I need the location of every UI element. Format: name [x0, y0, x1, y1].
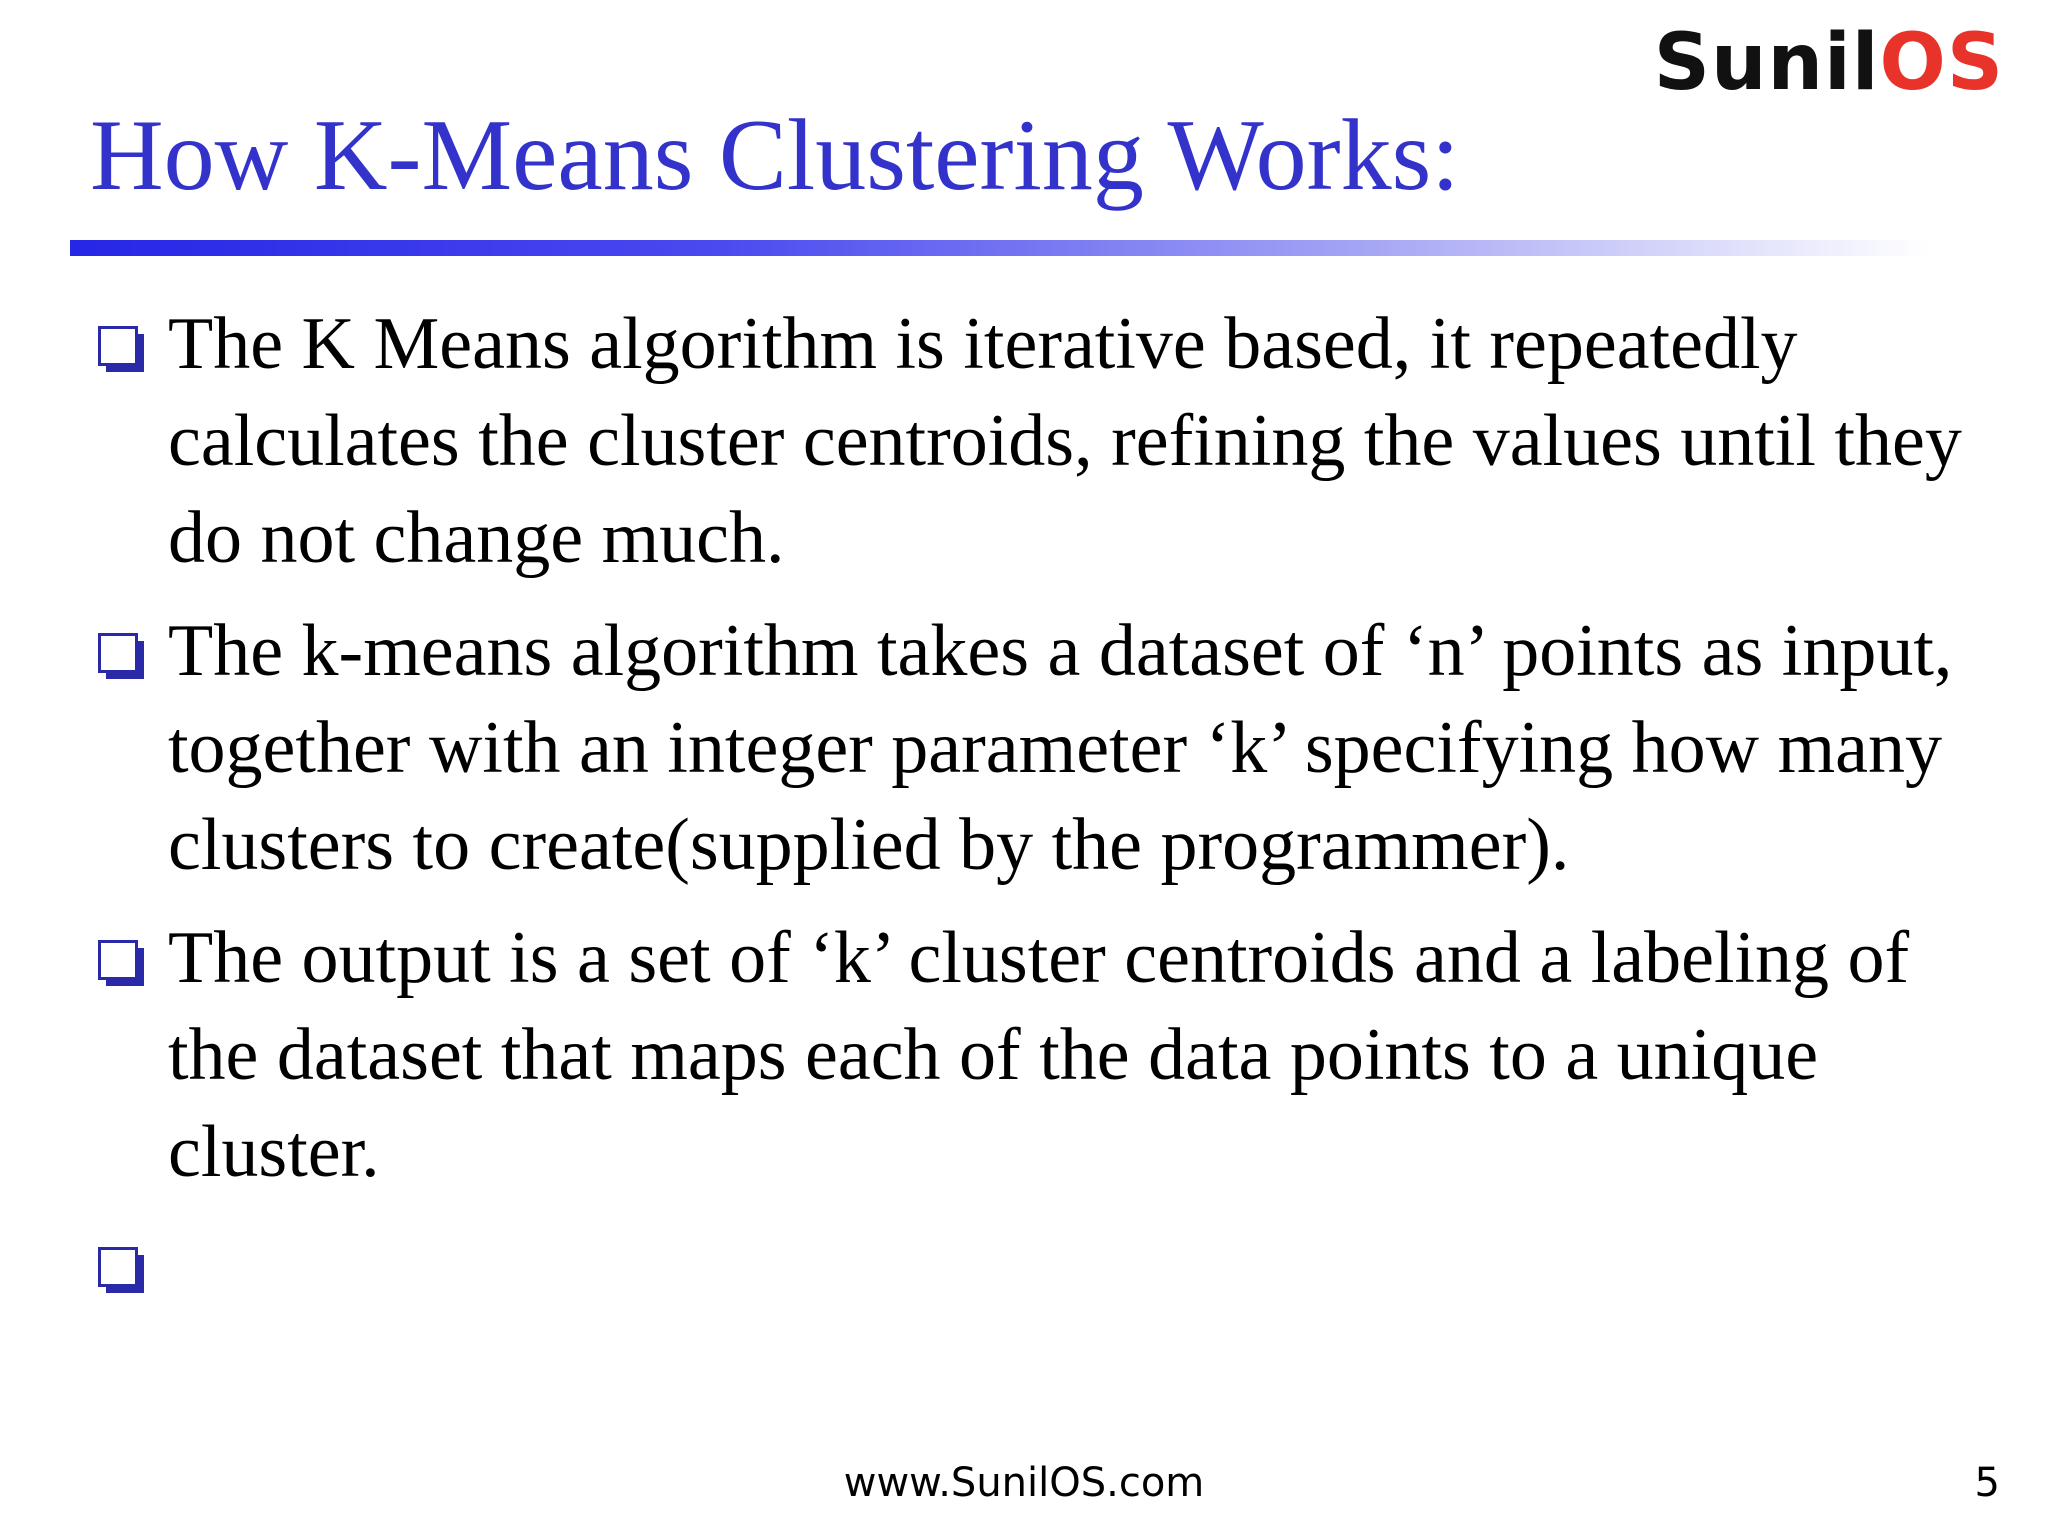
- square-bullet-icon: [98, 633, 142, 677]
- logo-text-dark: Sunil: [1653, 18, 1880, 108]
- sunilos-logo: [1653, 18, 2004, 108]
- page-number: 5: [1974, 1460, 2000, 1506]
- bullet-text: The output is a set of ‘k’ cluster centroids and a labeling of the dataset that maps each of the data points to a unique cluster.: [168, 917, 1910, 1193]
- footer-url: www.SunilOS.com: [843, 1460, 1205, 1506]
- square-bullet-icon: [98, 1247, 142, 1291]
- slide-title: How K-Means Clustering Works:: [90, 99, 1460, 212]
- square-bullet-icon: [98, 326, 142, 370]
- bullet-item: [96, 603, 1996, 894]
- title-underline: [70, 240, 1930, 256]
- bullet-text: The K Means algorithm is iterative based, it repeatedly calculates the cluster centroids, refining the values until they do not change much.: [168, 303, 1962, 579]
- bullet-item: [96, 296, 1996, 587]
- bullet-item: [96, 910, 1996, 1201]
- square-bullet-icon: [98, 940, 142, 984]
- bullet-item-empty: [96, 1217, 1996, 1314]
- bullet-list: [96, 296, 1996, 1330]
- logo-text-red: OS: [1879, 18, 2004, 108]
- bullet-text: The k-means algorithm takes a dataset of ‘n’ points as input, together with an integer parameter ‘k’ specifying how many clusters to create(supplied by the programmer).: [168, 610, 1953, 886]
